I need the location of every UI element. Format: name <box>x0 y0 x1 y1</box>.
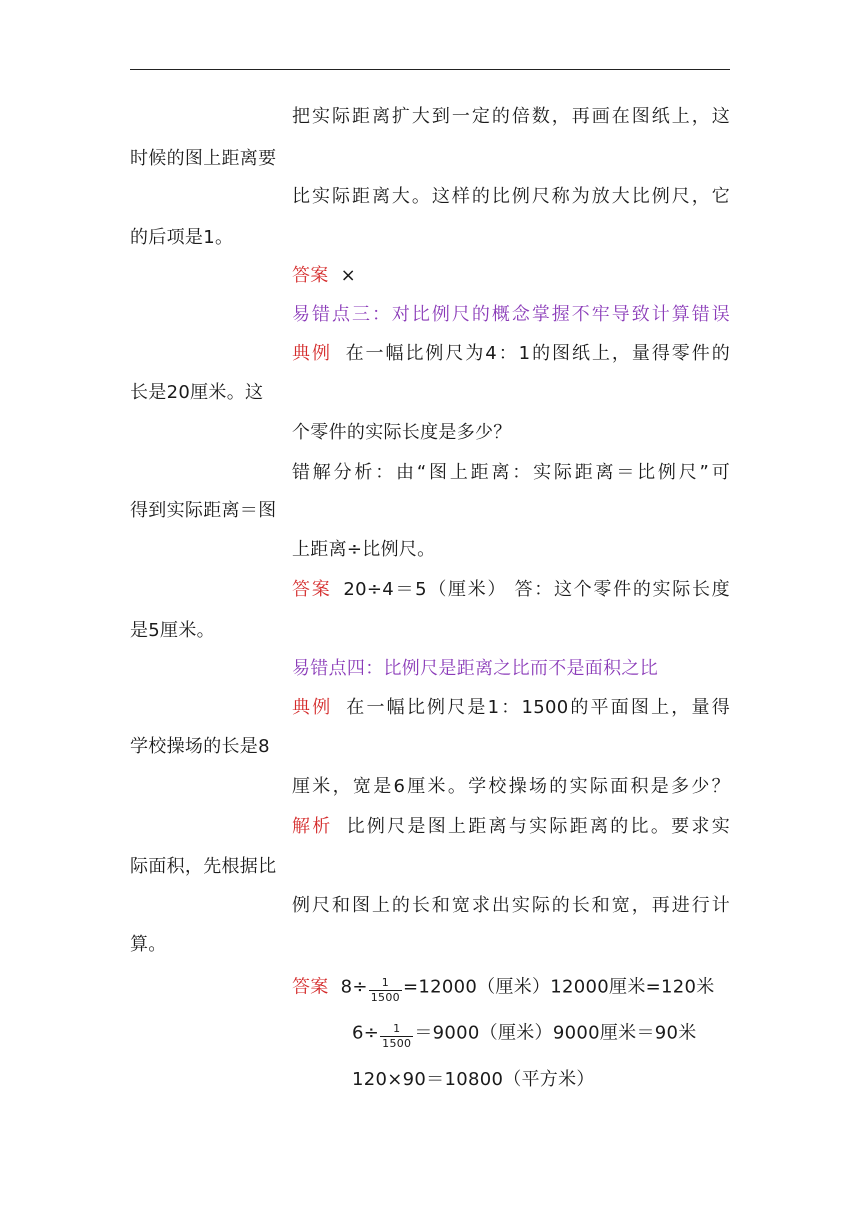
header-rule <box>130 69 730 70</box>
text-line: 例尺和图上的长和宽求出实际的长和宽，再进行计 <box>292 895 730 916</box>
fraction-numerator: 1 <box>369 977 402 991</box>
text-line: 学校操场的长是8 <box>130 736 270 757</box>
example-text: 在一幅比例尺是1：1500的平面图上，量得 <box>344 697 730 718</box>
text-line: 得到实际距离＝图 <box>130 500 277 521</box>
text-line: 个零件的实际长度是多少？ <box>292 422 512 443</box>
text-line: 际面积，先根据比 <box>130 856 277 877</box>
fraction-numerator: 1 <box>380 1023 413 1037</box>
calc-line-2 <box>352 1020 697 1050</box>
answer-line <box>292 264 730 288</box>
answer-label: 答案 <box>292 976 329 998</box>
calc-post: ＝9000（厘米）9000厘米＝90米 <box>414 1022 697 1044</box>
fraction <box>380 1023 413 1050</box>
text-line: 错解分析：由“图上距离：实际距离＝比例尺”可 <box>292 462 730 483</box>
text-line: 的后项是1。 <box>130 227 234 248</box>
analysis-label: 解析 <box>292 816 333 837</box>
answer-text: 20÷4＝5（厘米） 答：这个零件的实际长度 <box>343 579 730 600</box>
example-text: 在一幅比例尺为4：1的图纸上，量得零件的 <box>343 343 730 364</box>
calc-pre: 6÷ <box>352 1022 380 1044</box>
answer-value: × <box>340 265 356 286</box>
text-line: 长是20厘米。这 <box>130 382 264 403</box>
fraction <box>369 977 402 1004</box>
example-label: 典例 <box>292 343 332 364</box>
text-line: 时候的图上距离要 <box>130 148 277 169</box>
answer-label: 答案 <box>292 265 329 286</box>
example-line <box>292 696 730 720</box>
analysis-line <box>292 815 730 839</box>
answer-label: 答案 <box>292 579 332 600</box>
example-line <box>292 342 730 366</box>
calc-line-3: 120×90＝10800（平方米） <box>352 1069 595 1090</box>
calc-line-1 <box>292 974 730 1004</box>
fraction-denominator: 1500 <box>382 1037 412 1050</box>
text-line: 上距离÷比例尺。 <box>292 539 436 560</box>
mistake-heading-3: 易错点三：对比例尺的概念掌握不牢导致计算错误 <box>292 304 730 325</box>
mistake-heading-4: 易错点四：比例尺是距离之比而不是面积之比 <box>292 658 658 679</box>
example-label: 典例 <box>292 697 333 718</box>
fraction-denominator: 1500 <box>370 991 400 1004</box>
text-line: 比实际距离大。这样的比例尺称为放大比例尺，它 <box>292 186 730 207</box>
text-line: 厘米，宽是6厘米。学校操场的实际面积是多少？ <box>292 776 730 797</box>
calc-post: =12000（厘米）12000厘米=120米 <box>402 976 715 998</box>
calc-pre: 8÷ <box>340 976 368 998</box>
answer-line <box>292 578 730 602</box>
text-line: 算。 <box>130 934 167 955</box>
analysis-text: 比例尺是图上距离与实际距离的比。要求实 <box>344 816 730 837</box>
text-line: 把实际距离扩大到一定的倍数，再画在图纸上，这 <box>292 106 730 127</box>
text-line: 是5厘米。 <box>130 620 215 641</box>
